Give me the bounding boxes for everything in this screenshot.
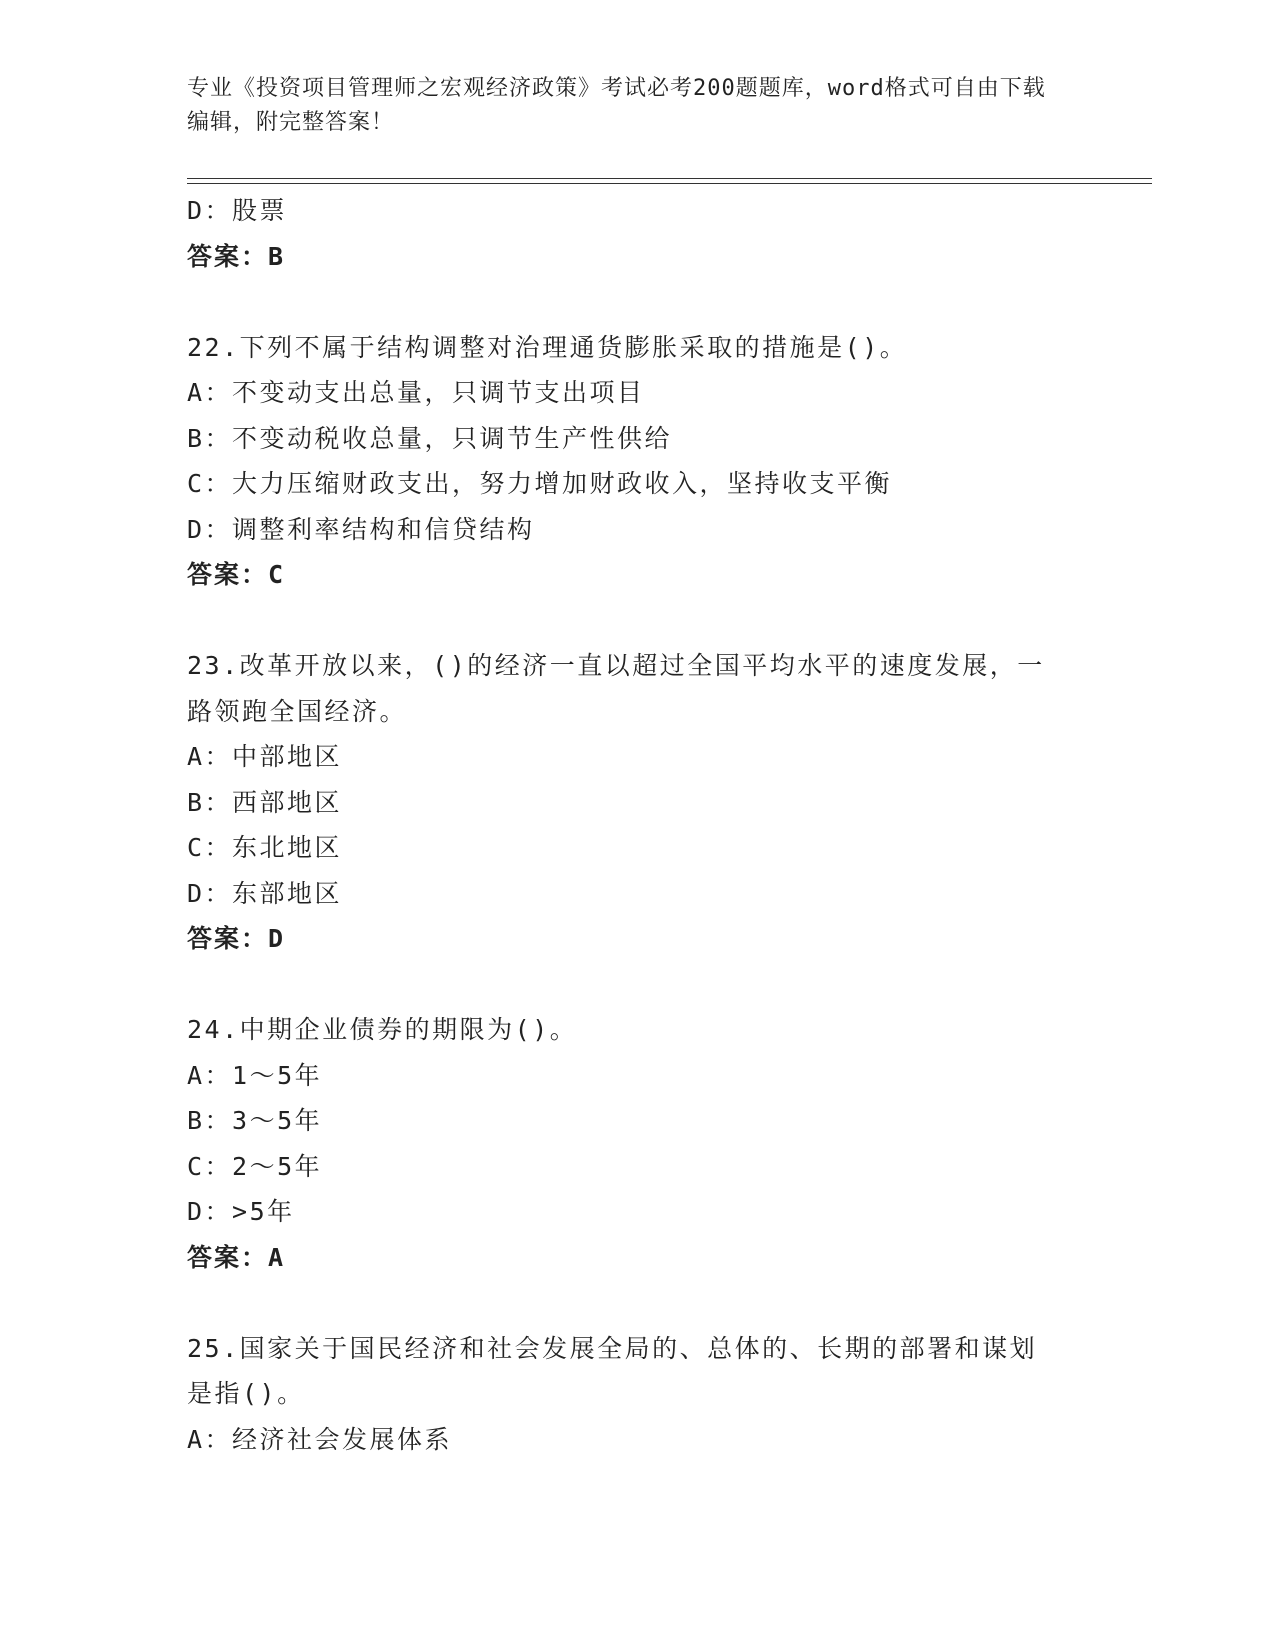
question-stem-line-2: 是指()。 — [187, 1379, 305, 1408]
prev-answer: 答案：B — [187, 241, 286, 271]
answer: 答案：D — [187, 924, 286, 953]
option-a: A：不变动支出总量，只调节支出项目 — [187, 378, 645, 407]
question-22 — [187, 325, 1087, 598]
option-c: C：东北地区 — [187, 833, 343, 862]
question-24 — [187, 1007, 1087, 1280]
question-stem: 24.中期企业债券的期限为()。 — [187, 1015, 578, 1044]
option-b: B：不变动税收总量，只调节生产性供给 — [187, 423, 673, 453]
question-stem-line-1: 23.改革开放以来，()的经济一直以超过全国平均水平的速度发展，一 — [187, 651, 1045, 680]
header-divider-bottom — [187, 183, 1152, 184]
option-d: D：>5年 — [187, 1197, 295, 1226]
option-c: C：大力压缩财政支出，努力增加财政收入，坚持收支平衡 — [187, 469, 893, 498]
answer: 答案：C — [187, 560, 286, 589]
question-stem: 22.下列不属于结构调整对治理通货膨胀采取的措施是()。 — [187, 332, 908, 362]
option-a: A：中部地区 — [187, 742, 343, 771]
option-d: D：东部地区 — [187, 878, 343, 908]
option-a: A：经济社会发展体系 — [187, 1424, 453, 1454]
option-d: D：调整利率结构和信贷结构 — [187, 514, 535, 544]
option-c: C：2～5年 — [187, 1151, 323, 1181]
option-b: B：3～5年 — [187, 1106, 323, 1135]
question-25 — [187, 1326, 1087, 1463]
spacer — [187, 1280, 1087, 1326]
spacer — [187, 279, 1087, 325]
document-header: 专业《投资项目管理师之宏观经济政策》考试必考200题题库，word格式可自由下载编辑，附完整答案！ — [187, 76, 1046, 135]
prev-option-d: D：股票 — [187, 196, 288, 225]
header-divider-top — [187, 178, 1152, 179]
question-stem-line-2: 路领跑全国经济。 — [187, 696, 408, 726]
question-23 — [187, 643, 1087, 962]
answer: 答案：A — [187, 1242, 286, 1272]
option-a: A：1～5年 — [187, 1060, 323, 1090]
question-list — [187, 188, 1087, 1462]
option-b: B：西部地区 — [187, 787, 343, 817]
question-stem-line-1: 25.国家关于国民经济和社会发展全局的、总体的、长期的部署和谋划 — [187, 1333, 1038, 1363]
spacer — [187, 962, 1087, 1008]
spacer — [187, 598, 1087, 644]
